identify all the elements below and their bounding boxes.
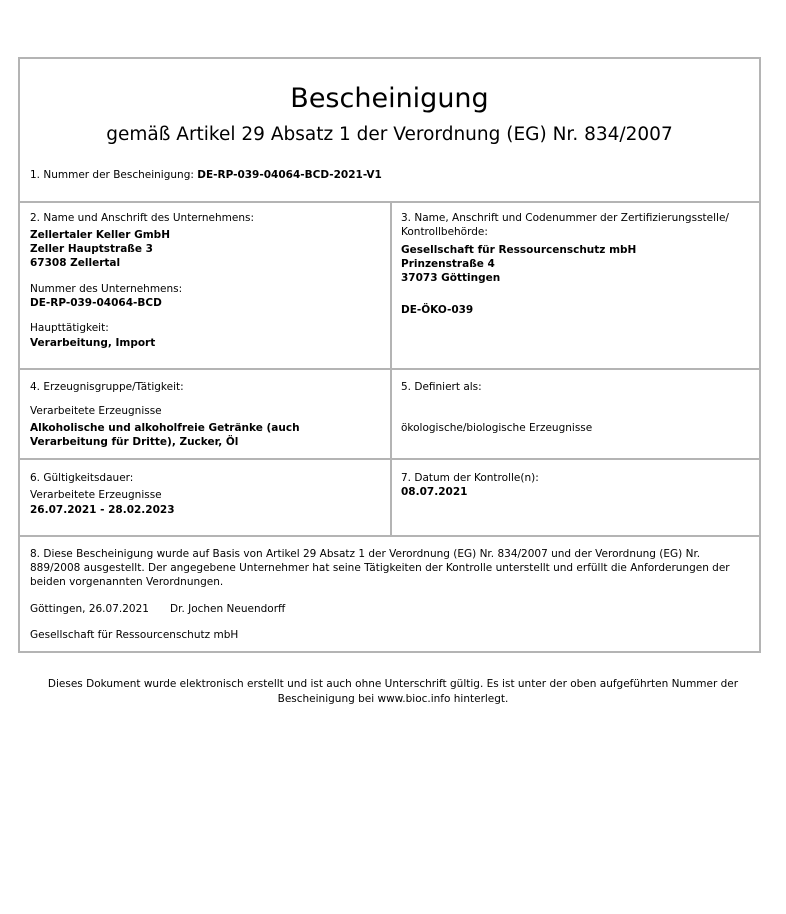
- certification-body-label-line: Kontrollbehörde:: [401, 226, 488, 238]
- statement-line: 8. Diese Bescheinigung wurde auf Basis von Artikel 29 Absatz 1 der Verordnung (EG) Nr. 834/2007 und der Verordnung (EG) Nr.: [30, 548, 701, 560]
- company-number-label: Nummer des Unternehmens:: [30, 283, 183, 295]
- main-activity-value: Verarbeitung, Import: [30, 337, 156, 349]
- place-date: Göttingen, 26.07.2021: [30, 603, 149, 615]
- certification-body-label: [401, 211, 729, 239]
- certification-body-city: 37073 Göttingen: [401, 272, 501, 284]
- inspection-date-value: 08.07.2021: [401, 486, 468, 498]
- company-name: Zellertaler Keller GmbH: [30, 229, 170, 241]
- document-title: Bescheinigung: [290, 83, 489, 114]
- certification-body-code: DE-ÖKO-039: [401, 304, 474, 316]
- main-activity-label: Haupttätigkeit:: [30, 322, 109, 334]
- company-label: 2. Name und Anschrift des Unternehmens:: [30, 212, 255, 224]
- issuing-organisation: Gesellschaft für Ressourcenschutz mbH: [30, 629, 239, 641]
- product-list: [30, 421, 300, 449]
- product-group-value: Verarbeitete Erzeugnisse: [30, 405, 162, 417]
- defined-as-label: 5. Definiert als:: [401, 381, 482, 393]
- company-address: [30, 228, 170, 270]
- statement-line: beiden vorgenannten Verordnungen.: [30, 576, 224, 588]
- footer-note-line: Dieses Dokument wurde elektronisch erstellt und ist auch ohne Unterschrift gültig. Es ist unter der oben aufgeführten Nummer der: [47, 678, 739, 690]
- certification-body-label-line: 3. Name, Anschrift und Codenummer der Zertifizierungsstelle/: [401, 212, 729, 224]
- product-list-line: Verarbeitung für Dritte), Zucker, Öl: [30, 436, 239, 448]
- document-subtitle: gemäß Artikel 29 Absatz 1 der Verordnung (EG) Nr. 834/2007: [106, 124, 673, 145]
- footer-note: [30, 677, 756, 707]
- signatory-name: Dr. Jochen Neuendorff: [170, 603, 286, 615]
- validity-period: 26.07.2021 - 28.02.2023: [30, 504, 175, 516]
- inspection-date-label: 7. Datum der Kontrolle(n):: [401, 472, 539, 484]
- certification-body-name: Gesellschaft für Ressourcenschutz mbH: [401, 244, 637, 256]
- footer-note-line: Bescheinigung bei www.bioc.info hinterlegt.: [277, 693, 509, 705]
- defined-as-value: ökologische/biologische Erzeugnisse: [401, 422, 593, 434]
- statement-line: 889/2008 ausgestellt. Der angegebene Unternehmer hat seine Tätigkeiten der Kontrolle unterstellt und erfüllt die Anforderungen der: [30, 562, 730, 574]
- column-divider: [390, 201, 392, 535]
- certificate-number-value: DE-RP-039-04064-BCD-2021-V1: [197, 169, 382, 181]
- product-group-label: 4. Erzeugnisgruppe/Tätigkeit:: [30, 381, 184, 393]
- company-street: Zeller Hauptstraße 3: [30, 243, 153, 255]
- divider: [20, 535, 759, 537]
- certification-body-address: [401, 243, 636, 285]
- certificate-frame: [18, 57, 761, 653]
- validity-label: 6. Gültigkeitsdauer:: [30, 472, 134, 484]
- company-number-value: DE-RP-039-04064-BCD: [30, 297, 162, 309]
- certificate-number-label: 1. Nummer der Bescheinigung:: [30, 169, 194, 181]
- company-city: 67308 Zellertal: [30, 257, 121, 269]
- validity-group: Verarbeitete Erzeugnisse: [30, 489, 162, 501]
- product-list-line: Alkoholische und alkoholfreie Getränke (auch: [30, 422, 300, 434]
- statement-text: [30, 547, 752, 589]
- certification-body-street: Prinzenstraße 4: [401, 258, 495, 270]
- certificate-number-field: [30, 168, 382, 182]
